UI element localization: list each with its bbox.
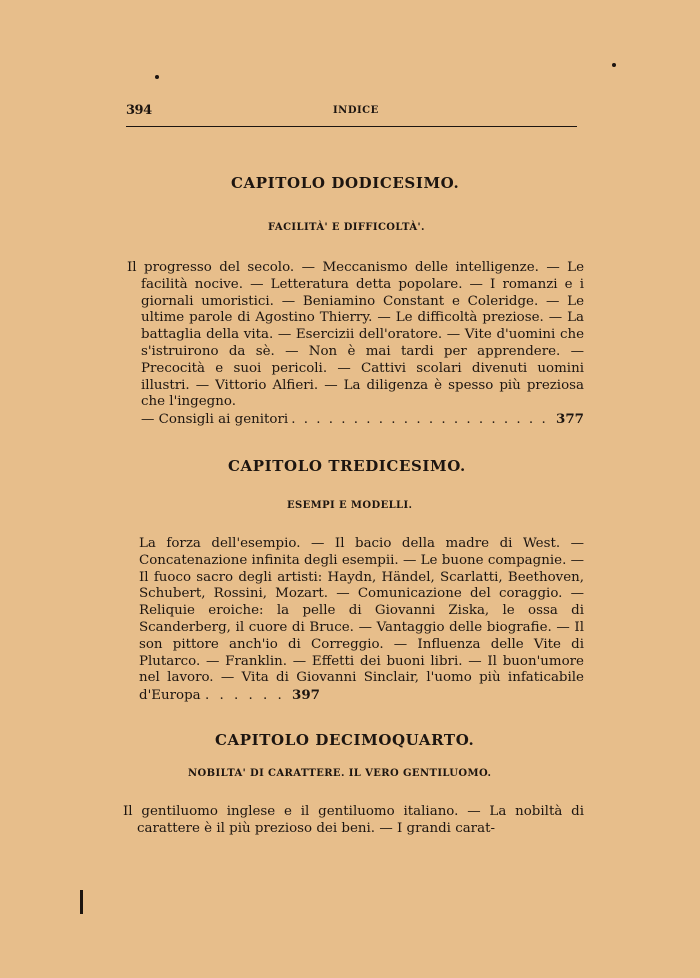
- header-rule: [126, 126, 577, 127]
- chapter-subtitle: FACILITÀ' E DIFFICOLTÀ'.: [268, 222, 425, 233]
- running-title: INDICE: [333, 105, 379, 116]
- page-reference: 397: [292, 687, 320, 704]
- chapter-title: CAPITOLO DODICESIMO.: [231, 174, 460, 192]
- dot-leader: [291, 412, 553, 429]
- chapter-summary: [123, 804, 584, 838]
- summary-text: Il progresso del secolo. — Meccanismo delle intelligenze. — Le facilità nocive. — Letteratura detta popolare. — I romanzi e i giornali umoristici. — Beniamino Constant e Coleridge. — Le ultime parole di Agostino Thierry. — Le difficoltà preziose. — La battaglia della vita. — Esercizii dell'oratore. — Vite d'uomini che s'istruirono da sè. — Non è mai tardi per apprendere. — Precocità e suoi pericoli. — Cattivi scolari divenuti uomini illustri. — Vittorio Alfieri. — La diligenza è spesso più preziosa che l'ingegno.: [127, 260, 584, 410]
- page-number: 394: [126, 103, 152, 118]
- page-reference: 377: [556, 411, 584, 428]
- summary-text: Il gentiluomo inglese e il gentiluomo italiano. — La nobiltà di carattere è il più prezioso dei beni. — I grandi carat-: [123, 804, 584, 836]
- ink-speck: [155, 75, 159, 79]
- dot-leader: . . . . . .: [204, 688, 293, 704]
- chapter-summary: [125, 536, 584, 705]
- chapter-title: CAPITOLO DECIMOQUARTO.: [215, 731, 475, 749]
- ink-speck: [612, 63, 616, 67]
- summary-last-text: — Consigli ai genitori: [141, 412, 289, 428]
- summary-text: La forza dell'esempio. — Il bacio della madre di West. — Concatenazione infinita degli esempii. — Le buone compagnie. — Il fuoco sacro degli artisti: Haydn, Händel, Scarlatti, Beethoven, Schubert, Rossini, Mozart. — Comunicazione del coraggio. — Reliquie eroiche: la pelle di Giovanni Ziska, le ossa di Scanderberg, il cuore di Bruce. — Vantaggio delle biografie. — Il son pittore anch'io di Correggio. — Influenza delle Vite di Plutarco. — Franklin. — Effetti dei buoni libri. — Il buon'umore nel lavoro. — Vita di Giovanni Sinclair, l'uomo più infaticabile d'Europa: [139, 536, 584, 704]
- summary-block: [139, 536, 584, 705]
- chapter-subtitle: NOBILTA' DI CARATTERE. IL VERO GENTILUOMO.: [188, 768, 492, 779]
- chapter-summary: [127, 260, 584, 429]
- page-header: [126, 103, 578, 119]
- chapter-title: CAPITOLO TREDICESIMO.: [228, 457, 466, 475]
- summary-last-line: [141, 411, 584, 429]
- margin-mark: [80, 890, 83, 914]
- chapter-subtitle: ESEMPI E MODELLI.: [287, 500, 413, 511]
